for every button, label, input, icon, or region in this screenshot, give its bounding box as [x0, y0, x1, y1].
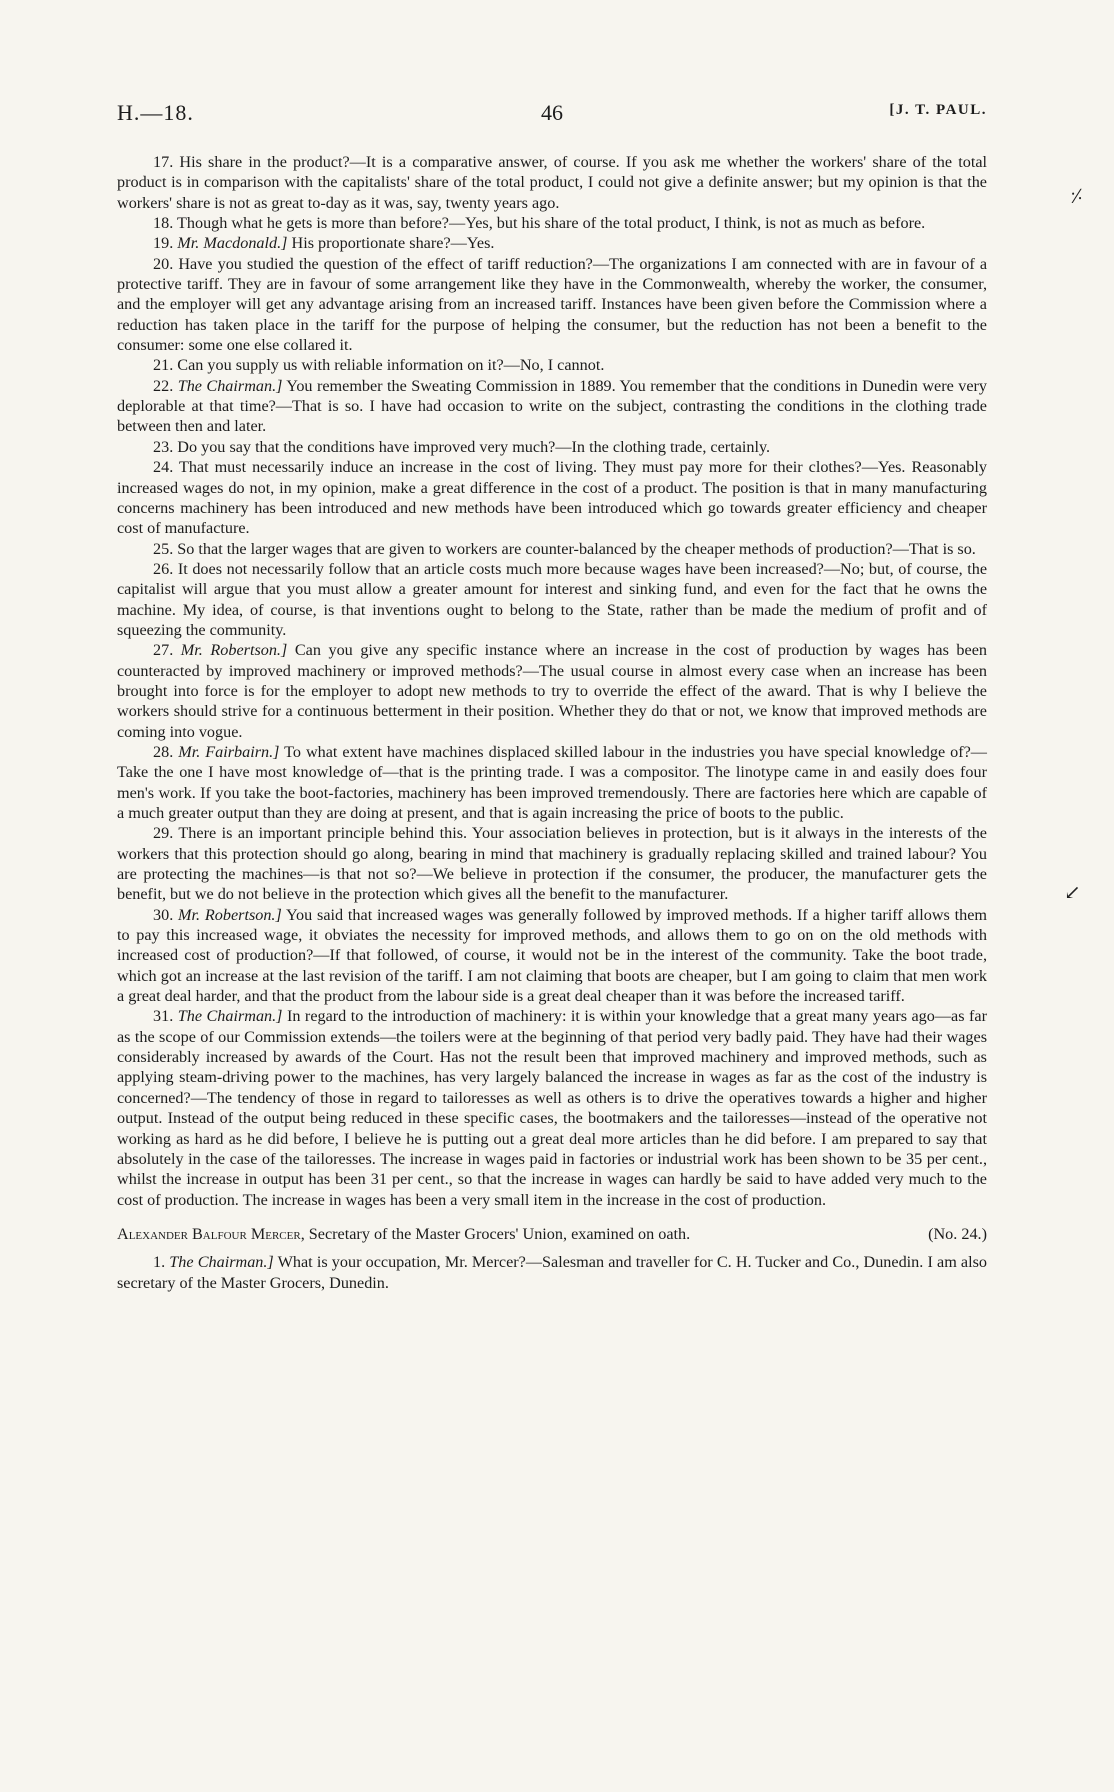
- question-paragraph: [117, 152, 987, 213]
- question-answer-text: Though what he gets is more than before?—Yes, but his share of the total product, I think, is not as much as before.: [177, 214, 926, 233]
- question-number: 17.: [153, 153, 174, 171]
- question-paragraph: [117, 1252, 987, 1293]
- speaker-name: Mr. Robertson.]: [180, 641, 288, 660]
- question-answer-text: To what extent have machines displaced skilled labour in the industries you have special knowledge of?—Take the one I have most knowledge of—that is the printing trade. I was a compositor. The linotype came in and easily does four men's work. If you take the boot-factories, machinery has been improved tremendously. There are factories here which are capable of a much greater output than they are doing at present, and that is again increasing the price of boots to the public.: [117, 742, 987, 822]
- question-paragraph: [117, 457, 987, 538]
- question-paragraph: [117, 905, 987, 1007]
- witness-name: Alexander Balfour Mercer: [117, 1224, 301, 1243]
- witness-number: (No. 24.): [928, 1224, 987, 1243]
- question-number: 22.: [153, 376, 174, 395]
- question-answer-text: Have you studied the question of the effect of tariff reduction?—The organizations I am connected with are in favour of a protective tariff. They are in favour of some arrangement like they have in the Commonwealth, whereby the worker, the consumer, and the employer will get any advantage arising from an increased tariff. Instances have been given before the Commission where a reduction has taken place in the tariff for the purpose of helping the consumer, but the reduction has not been a benefit to the consumer: some one else collared it.: [117, 254, 988, 355]
- speaker-name: The Chairman.]: [177, 1007, 283, 1026]
- margin-mark-icon: ↙: [1064, 882, 1081, 904]
- question-answer-text: Can you supply us with reliable information on it?—No, I cannot.: [177, 356, 605, 375]
- question-paragraph: [117, 539, 987, 559]
- question-answer-text: That must necessarily induce an increase in the cost of living. They must pay more for their clothes?—Yes. Reasonably increased wages do not, in my opinion, make a great difference in the cost of a product. The position is that in many manufacturing concerns machinery has been introduced and new methods have been introduced which go towards greater efficiency and cheaper cost of manufacture.: [117, 458, 987, 538]
- question-paragraph: [117, 233, 987, 253]
- question-paragraph: [117, 742, 987, 823]
- speaker-name: The Chairman.]: [177, 376, 283, 395]
- question-number: 24.: [153, 458, 174, 477]
- question-number: 31.: [153, 1007, 174, 1026]
- question-answer-text: You said that increased wages was generally followed by improved methods. If a higher tariff allows them to pay this increased wage, it obviates the necessity for improved methods, and allows them to go on on the old methods with increased cost of production?—If that followed, of course, it would not be in the interest of the community. Take the boot trade, which got an increase at the last revision of the tariff. I am not claiming that boots are cheaper, but I am going to claim that men work a great deal harder, and that the product from the labour side is a great deal cheaper than it was before the increased tariff.: [117, 905, 988, 1006]
- question-paragraph: [117, 437, 987, 457]
- page-header: [117, 100, 987, 130]
- header-witness-name: [J. T. PAUL.: [889, 102, 987, 118]
- question-number: 23.: [153, 437, 174, 456]
- question-number: 27.: [153, 641, 174, 660]
- question-number: 25.: [153, 539, 174, 558]
- question-number: 28.: [153, 742, 174, 761]
- question-number: 29.: [153, 824, 174, 843]
- speaker-name: Mr. Robertson.]: [178, 905, 282, 924]
- question-paragraph: [117, 559, 987, 640]
- question-paragraph: [117, 355, 987, 375]
- question-answer-text: Do you say that the conditions have improved very much?—In the clothing trade, certainly.: [177, 437, 771, 456]
- question-paragraph: [117, 254, 987, 356]
- witness-heading: [117, 1224, 987, 1244]
- question-paragraph: [117, 823, 987, 904]
- question-answer-text: There is an important principle behind this. Your association believes in protection, but is it always in the interests of the workers that this protection should go along, bearing in mind that machinery is gradually replacing skilled and trained labour? You are protecting the machines—is that not so?—We believe in protection if the consumer, the producer, the manufacturer gets the benefit, but we do not believe in the protection which gives all the benefit to the manufacturer.: [117, 824, 987, 904]
- question-paragraph: [117, 1006, 987, 1209]
- question-paragraph: [117, 213, 987, 233]
- question-number: 26.: [153, 559, 174, 578]
- question-answer-text: What is your occupation, Mr. Mercer?—Salesman and traveller for C. H. Tucker and Co., Dunedin. I am also secretary of the Master Grocers, Dunedin.: [117, 1253, 988, 1292]
- witness-description: , Secretary of the Master Grocers' Union, examined on oath.: [300, 1224, 691, 1243]
- question-number: 30.: [153, 905, 174, 924]
- question-number: 21.: [153, 356, 174, 375]
- speaker-name: Mr. Fairbairn.]: [178, 742, 280, 761]
- question-answer-text: You remember the Sweating Commission in 1889. You remember that the conditions in Dunedin were very deplorable at that time?—That is so. I have had occasion to write on the subject, contrasting the conditions in the clothing trade between then and later.: [117, 376, 987, 436]
- question-answer-text: His proportionate share?—Yes.: [291, 234, 495, 253]
- question-answer-text: In regard to the introduction of machinery: it is within your knowledge that a great many years ago—as far as the scope of our Commission extends—the toilers were at the beginning of that period very badly paid. They have had their wages considerably increased by awards of the Court. Has not the result been that improved machinery and improved methods, such as applying steam-driving power to the machines, has very largely balanced the increase in wages as far as the cost of the industry is concerned?—The tendency of those in regard to tailoresses as well as others is to drive the operatives towards a higher and higher output. Instead of the output being reduced in these specific cases, the bootmakers and the tailoresses—instead of the operative not working as hard as he did before, I believe he is putting out a great deal more articles than he did before. I am prepared to say that absolutely in the case of the tailoresses. The increase in wages paid in factories or industrial work has been shown to be 35 per cent., whilst the increase in output has been 31 per cent., so that the increase in wages can hardly be said to have added very much to the cost of production. The increase in wages has been a very small item in the increase in the cost of production.: [117, 1007, 987, 1209]
- header-page-number: 46: [541, 100, 563, 125]
- question-number: 1.: [153, 1253, 166, 1272]
- question-answer-text: So that the larger wages that are given to workers are counter-balanced by the cheaper methods of production?—That is so.: [177, 539, 976, 558]
- question-answer-text: It does not necessarily follow that an article costs much more because wages have been increased?—No; but, of course, the capitalist will argue that you must allow a greater amount for interest and sinking fund, and even for the fact that he owns the machine. My idea, of course, is that inventions ought to belong to the State, rather than be made the medium of profit and of squeezing the community.: [117, 559, 988, 639]
- question-number: 18.: [153, 214, 174, 233]
- question-answer-text: Can you give any specific instance where an increase in the cost of production by wages has been counteracted by improved machinery or improved methods?—The usual course in almost every case when an increase has been brought into force is for the employer to adopt new methods to try to override the effect of the award. That is why I believe the workers should strive for a continuous betterment in their position. Whether they do that or not, we know that improved methods are coming into vogue.: [117, 641, 987, 741]
- question-paragraph: [117, 376, 987, 437]
- margin-mark-icon: ⸓: [1070, 186, 1084, 208]
- speaker-name: Mr. Macdonald.]: [177, 234, 288, 253]
- speaker-name: The Chairman.]: [169, 1253, 274, 1272]
- question-paragraph: [117, 640, 987, 742]
- question-number: 19.: [153, 234, 174, 253]
- question-answer-text: His share in the product?—It is a comparative answer, of course. If you ask me whether the workers' share of the total product is in comparison with the capitalists' share of the total product, I could not give a definite answer; but my opinion is that the workers' share is not as great to-day as it was, say, twenty years ago.: [117, 153, 988, 212]
- header-document-ref: H.—18.: [117, 100, 194, 125]
- testimony-body: [117, 152, 987, 1293]
- question-number: 20.: [153, 254, 174, 273]
